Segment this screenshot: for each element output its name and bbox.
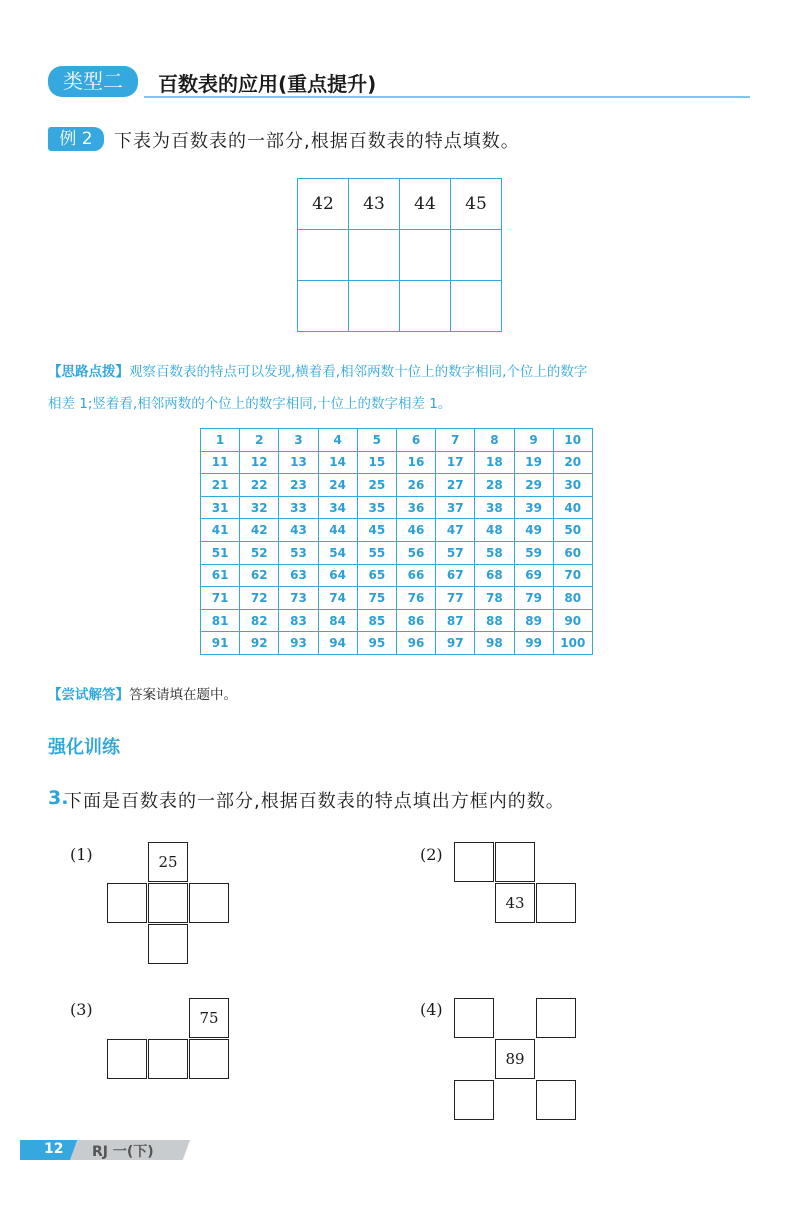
table-cell: 43 <box>349 179 400 230</box>
answer-text: 答案请填在题中。 <box>129 687 237 703</box>
hundred-table-cell: 49 <box>514 519 553 542</box>
hundred-table-cell: 40 <box>553 496 592 519</box>
hundred-table-cell: 22 <box>240 474 279 497</box>
hundred-table-cell: 53 <box>279 541 318 564</box>
answer-box[interactable] <box>148 924 188 964</box>
hundred-table-cell: 19 <box>514 451 553 474</box>
hundred-table-cell: 1 <box>201 429 240 452</box>
answer-label: 【尝试解答】 <box>48 687 129 703</box>
table-cell: 42 <box>298 179 349 230</box>
table-cell: 45 <box>451 179 502 230</box>
hundred-table-cell: 3 <box>279 429 318 452</box>
answer-note <box>48 683 237 703</box>
hundred-table-cell: 78 <box>475 587 514 610</box>
table-row <box>201 519 593 542</box>
hundred-table-cell: 62 <box>240 564 279 587</box>
hundred-table-cell: 12 <box>240 451 279 474</box>
hundred-table-cell: 79 <box>514 587 553 610</box>
hundred-table-cell: 75 <box>357 587 396 610</box>
hundred-table-cell: 71 <box>201 587 240 610</box>
hundred-table-cell: 54 <box>318 541 357 564</box>
answer-cell[interactable] <box>400 230 451 281</box>
answer-box[interactable] <box>107 883 147 923</box>
answer-box[interactable] <box>107 1039 147 1079</box>
hundred-table-cell: 36 <box>396 496 435 519</box>
hundred-table-cell: 69 <box>514 564 553 587</box>
hundred-table-cell: 33 <box>279 496 318 519</box>
page-number: 12 <box>44 1141 64 1157</box>
hundred-table-cell: 50 <box>553 519 592 542</box>
table-row <box>201 474 593 497</box>
header-divider <box>144 96 750 98</box>
hundred-table-cell: 57 <box>436 541 475 564</box>
answer-box[interactable] <box>454 842 494 882</box>
table-cell: 44 <box>400 179 451 230</box>
hundred-table-cell: 64 <box>318 564 357 587</box>
hundred-table-cell: 10 <box>553 429 592 452</box>
hundred-table-cell: 46 <box>396 519 435 542</box>
hundred-table-cell: 37 <box>436 496 475 519</box>
hundred-table-cell: 30 <box>553 474 592 497</box>
answer-box[interactable] <box>189 1039 229 1079</box>
question-number: 3. <box>48 787 69 809</box>
example-tag: 例 2 <box>48 127 104 151</box>
hundred-table-cell: 88 <box>475 609 514 632</box>
hundred-table-cell: 16 <box>396 451 435 474</box>
answer-cell[interactable] <box>298 230 349 281</box>
hundred-table-cell: 21 <box>201 474 240 497</box>
hundred-table-cell: 92 <box>240 632 279 655</box>
hundred-table-cell: 97 <box>436 632 475 655</box>
hundred-table-cell: 81 <box>201 609 240 632</box>
hundred-table-cell: 52 <box>240 541 279 564</box>
hundred-table-cell: 41 <box>201 519 240 542</box>
table-row <box>298 281 502 332</box>
hundred-table-cell: 66 <box>396 564 435 587</box>
hundred-table-cell: 23 <box>279 474 318 497</box>
hundred-table-cell: 39 <box>514 496 553 519</box>
hundred-table-cell: 95 <box>357 632 396 655</box>
hundred-table-cell: 4 <box>318 429 357 452</box>
hundred-table-cell: 73 <box>279 587 318 610</box>
answer-box[interactable] <box>536 1080 576 1120</box>
hundred-table-cell: 51 <box>201 541 240 564</box>
answer-cell[interactable] <box>400 281 451 332</box>
hundred-table-cell: 72 <box>240 587 279 610</box>
table-row <box>201 541 593 564</box>
hundred-table-cell: 34 <box>318 496 357 519</box>
table-row <box>201 451 593 474</box>
hundred-table-cell: 90 <box>553 609 592 632</box>
hundred-table-cell: 25 <box>357 474 396 497</box>
example-question: 下表为百数表的一部分,根据百数表的特点填数。 <box>114 131 520 152</box>
hundred-table-cell: 5 <box>357 429 396 452</box>
hundred-table-cell: 6 <box>396 429 435 452</box>
answer-box[interactable] <box>189 883 229 923</box>
answer-cell[interactable] <box>451 230 502 281</box>
hundred-table-cell: 85 <box>357 609 396 632</box>
given-box: 25 <box>148 842 188 882</box>
hundred-table-cell: 55 <box>357 541 396 564</box>
answer-box[interactable] <box>148 883 188 923</box>
hundred-table-cell: 31 <box>201 496 240 519</box>
hundred-table-cell: 60 <box>553 541 592 564</box>
type-tag: 类型二 <box>48 66 138 97</box>
question-text: 下面是百数表的一部分,根据百数表的特点填出方框内的数。 <box>64 791 565 812</box>
hundred-table-cell: 84 <box>318 609 357 632</box>
answer-box[interactable] <box>148 1039 188 1079</box>
hundred-table-cell: 96 <box>396 632 435 655</box>
hundred-table-cell: 48 <box>475 519 514 542</box>
hundred-table-cell: 11 <box>201 451 240 474</box>
part-3-label: (3) <box>70 1000 93 1019</box>
part-4-label: (4) <box>420 1000 443 1019</box>
hundred-table-cell: 14 <box>318 451 357 474</box>
hundred-table-cell: 28 <box>475 474 514 497</box>
hundred-table-cell: 44 <box>318 519 357 542</box>
table-row <box>201 564 593 587</box>
drill-title: 强化训练 <box>48 737 120 758</box>
hundred-table-cell: 42 <box>240 519 279 542</box>
hundred-table-cell: 13 <box>279 451 318 474</box>
hint-line-1 <box>48 361 758 383</box>
hundred-table-cell: 47 <box>436 519 475 542</box>
hundred-table-cell: 20 <box>553 451 592 474</box>
hundred-table-cell: 17 <box>436 451 475 474</box>
hundred-table-cell: 70 <box>553 564 592 587</box>
hundred-table-cell: 98 <box>475 632 514 655</box>
hundred-table-cell: 74 <box>318 587 357 610</box>
hundred-table-cell: 27 <box>436 474 475 497</box>
hundred-table-cell: 9 <box>514 429 553 452</box>
hundred-table-cell: 65 <box>357 564 396 587</box>
hundred-table <box>200 428 593 655</box>
hint-line-2: 相差 1;竖着看,相邻两数的个位上的数字相同,十位上的数字相差 1。 <box>48 396 452 412</box>
table-row <box>201 609 593 632</box>
section-title: 百数表的应用(重点提升) <box>158 72 377 96</box>
hundred-table-cell: 38 <box>475 496 514 519</box>
answer-box[interactable] <box>536 998 576 1038</box>
book-series: RJ 一(下) <box>92 1144 154 1160</box>
hundred-table-cell: 80 <box>553 587 592 610</box>
hundred-table-cell: 35 <box>357 496 396 519</box>
hundred-table-cell: 91 <box>201 632 240 655</box>
partial-hundred-table <box>297 178 502 332</box>
hundred-table-cell: 29 <box>514 474 553 497</box>
part-2-label: (2) <box>420 845 443 864</box>
given-box: 89 <box>495 1039 535 1079</box>
answer-box[interactable] <box>454 1080 494 1120</box>
answer-box[interactable] <box>495 842 535 882</box>
table-row <box>298 230 502 281</box>
hundred-table-cell: 94 <box>318 632 357 655</box>
hundred-table-cell: 59 <box>514 541 553 564</box>
hundred-table-cell: 82 <box>240 609 279 632</box>
hundred-table-cell: 15 <box>357 451 396 474</box>
hundred-table-cell: 63 <box>279 564 318 587</box>
hundred-table-cell: 77 <box>436 587 475 610</box>
hint-text: 观察百数表的特点可以发现,横着看,相邻两数十位上的数字相同,个位上的数字 <box>129 364 588 380</box>
given-box: 75 <box>189 998 229 1038</box>
hundred-table-cell: 2 <box>240 429 279 452</box>
answer-cell[interactable] <box>349 230 400 281</box>
hundred-table-cell: 56 <box>396 541 435 564</box>
hundred-table-cell: 76 <box>396 587 435 610</box>
answer-box[interactable] <box>536 883 576 923</box>
hundred-table-cell: 68 <box>475 564 514 587</box>
table-row <box>201 429 593 452</box>
hundred-table-cell: 89 <box>514 609 553 632</box>
answer-cell[interactable] <box>298 281 349 332</box>
hundred-table-cell: 67 <box>436 564 475 587</box>
table-row <box>201 632 593 655</box>
answer-cell[interactable] <box>349 281 400 332</box>
hundred-table-cell: 26 <box>396 474 435 497</box>
hundred-table-cell: 61 <box>201 564 240 587</box>
hundred-table-cell: 86 <box>396 609 435 632</box>
answer-box[interactable] <box>454 998 494 1038</box>
hundred-table-cell: 18 <box>475 451 514 474</box>
hundred-table-cell: 93 <box>279 632 318 655</box>
hundred-table-cell: 87 <box>436 609 475 632</box>
given-box: 43 <box>495 883 535 923</box>
hundred-table-cell: 58 <box>475 541 514 564</box>
table-row <box>201 587 593 610</box>
hint-label: 【思路点拨】 <box>48 364 129 380</box>
hundred-table-cell: 24 <box>318 474 357 497</box>
hundred-table-cell: 100 <box>553 632 592 655</box>
table-row <box>201 496 593 519</box>
hundred-table-cell: 43 <box>279 519 318 542</box>
hundred-table-cell: 8 <box>475 429 514 452</box>
part-1-label: (1) <box>70 845 93 864</box>
hundred-table-cell: 99 <box>514 632 553 655</box>
table-row <box>298 179 502 230</box>
hundred-table-cell: 7 <box>436 429 475 452</box>
answer-cell[interactable] <box>451 281 502 332</box>
hundred-table-cell: 83 <box>279 609 318 632</box>
hundred-table-cell: 45 <box>357 519 396 542</box>
hundred-table-cell: 32 <box>240 496 279 519</box>
